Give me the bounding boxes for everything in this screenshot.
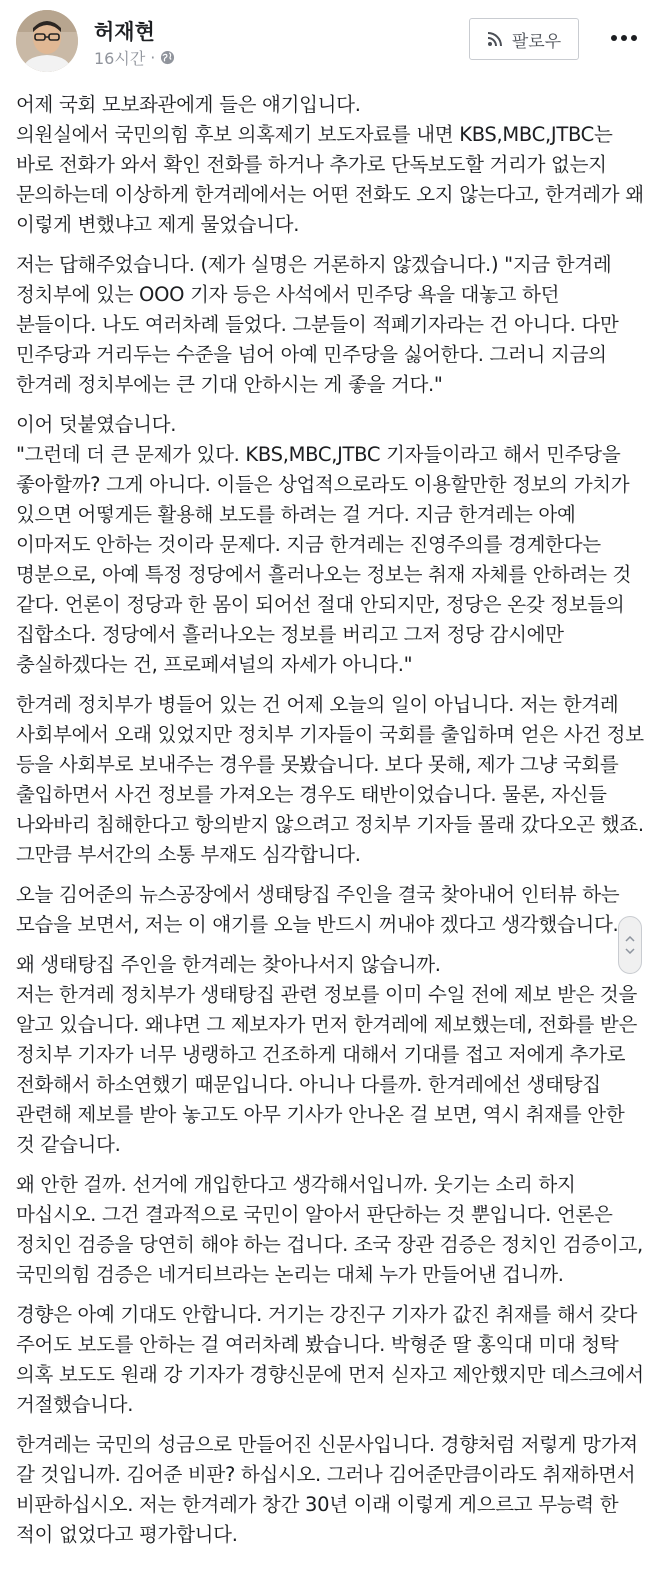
- follow-label: 팔로우: [511, 31, 562, 52]
- post-paragraph: 어제 국회 모보좌관에게 들은 얘기입니다. 의원실에서 국민의힘 후보 의혹제기 보도자료를 내면 KBS,MBC,JTBC는 바로 전화가 와서 확인 전화를 하거나 추가로 단독보도할 거리가 없는지 문의하는데 이상하게 한겨레에서는 어떤 전화도 오지 않는다고, 한겨레가 왜 이렇게 변했냐고 제게 물었습니다.: [16, 93, 644, 236]
- more-options-button[interactable]: [604, 26, 644, 50]
- chevron-down-icon[interactable]: [625, 948, 635, 954]
- post-paragraph: 오늘 김어준의 뉴스공장에서 생태탕집 주인을 결국 찾아내어 인터뷰 하는 모습을 보면서, 저는 이 얘기를 오늘 반드시 꺼내야 겠다고 생각했습니다.: [16, 883, 620, 936]
- rss-icon: [487, 31, 503, 47]
- post-paragraph: 왜 안한 걸까. 선거에 개입한다고 생각해서입니까. 웃기는 소리 하지 마십시오. 그건 결과적으로 국민이 알아서 판단하는 것 뿐입니다. 언론은 정치인 검증을 당연히 해야 하는 겁니다. 조국 장관 검증은 정치인 검증이고, 국민의힘 검증은 네거티브라는 논리는 대체 누가 만들어낸 겁니까.: [16, 1173, 643, 1286]
- post-paragraph: 이어 덧붙였습니다. "그런데 더 큰 문제가 있다. KBS,MBC,JTBC 기자들이라고 해서 민주당을 좋아할까? 그게 아니다. 이들은 상업적으로라도 이용할만한 정보의 가치가 있으면 어떻게든 활용해 보도를 하려는 걸 거다. 지금 한겨레는 아예 이마저도 안하는 것이라 문제다. 지금 한겨레는 진영주의를 경계한다는 명분으로, 아예 특정 정당에서 흘러나오는 정보는 취재 자체를 안하려는 것 같다. 언론이 정당과 한 몸이 되어선 절대 안되지만, 정당은 온갖 정보들의 집합소다. 정당에서 흘러나오는 정보를 버리고 그저 정당 감시에만 충실하겠다는 건, 프로페셔널의 자세가 아니다.": [16, 413, 632, 676]
- post-paragraph: 한겨레는 국민의 성금으로 만들어진 신문사입니다. 경향처럼 저렇게 망가져 갈 것입니까. 김어준 비판? 하십시오. 그러나 김어준만큼이라도 취재하면서 비판하십시오. 저는 한겨레가 창간 30년 이래 이렇게 게으르고 무능력 한 적이 없었다고 평가합니다.: [16, 1433, 638, 1546]
- avatar[interactable]: [16, 10, 78, 72]
- post-meta: [94, 46, 175, 69]
- post-paragraph: 왜 생태탕집 주인을 한겨레는 찾아나서지 않습니까. 저는 한겨레 정치부가 생태탕집 관련 정보를 이미 수일 전에 제보 받은 것을 알고 있습니다. 왜냐면 그 제보자가 먼저 한겨레에 제보했는데, 전화를 받은 정치부 기자가 너무 냉랭하고 건조하게 대해서 기대를 접고 저에게 추가로 전화해서 하소연했기 때문입니다. 아니나 다를까. 한겨레에선 생태탕집 관련해 제보를 받아 놓고도 아무 기사가 안나온 걸 보면, 역시 취재를 안한 것 같습니다.: [16, 953, 637, 1156]
- post-paragraph: 한겨레 정치부가 병들어 있는 건 어제 오늘의 일이 아닙니다. 저는 한겨레 사회부에서 오래 있었지만 정치부 기자들이 국회를 출입하며 얻은 사건 정보 등을 사회부로 보내주는 경우를 못봤습니다. 보다 못해, 제가 그냥 국회를 출입하면서 사건 정보를 가져오는 경우도 태반이었습니다. 물론, 자신들 나와바리 침해한다고 항의받지 않으려고 정치부 기자들 몰래 갔다오곤 했죠. 그만큼 부서간의 소통 부재도 심각합니다.: [16, 693, 644, 866]
- post-paragraph: 경향은 아예 기대도 안합니다. 거기는 강진구 기자가 값진 취재를 해서 갖다 주어도 보도를 안하는 걸 여러차례 봤습니다. 박형준 딸 홍익대 미대 청탁 의혹 보도도 원래 강 기자가 경향신문에 먼저 싣자고 제안했지만 데스크에서 거절했습니다.: [16, 1303, 644, 1416]
- follow-button[interactable]: [469, 18, 579, 60]
- avatar-image: [16, 10, 78, 72]
- meta-separator: ·: [150, 48, 156, 67]
- author-name[interactable]: 허재현: [94, 20, 155, 44]
- globe-icon[interactable]: [160, 50, 175, 65]
- post-body: [16, 90, 644, 1560]
- scroll-handle[interactable]: [618, 916, 642, 974]
- post-time[interactable]: 16시간: [94, 49, 146, 68]
- chevron-up-icon[interactable]: [625, 936, 635, 942]
- post-header: [0, 0, 660, 88]
- ellipsis-icon: [611, 35, 637, 41]
- post-paragraph: 저는 답해주었습니다. (제가 실명은 거론하지 않겠습니다.) "지금 한겨레 정치부에 있는 OOO 기자 등은 사석에서 민주당 욕을 대놓고 하던 분들이다. 나도 여러차례 들었다. 그분들이 적폐기자라는 건 아니다. 다만 민주당과 거리두는 수준을 넘어 아예 민주당을 싫어한다. 그러니 지금의 한겨레 정치부에는 큰 기대 안하시는 게 좋을 거다.": [16, 253, 619, 396]
